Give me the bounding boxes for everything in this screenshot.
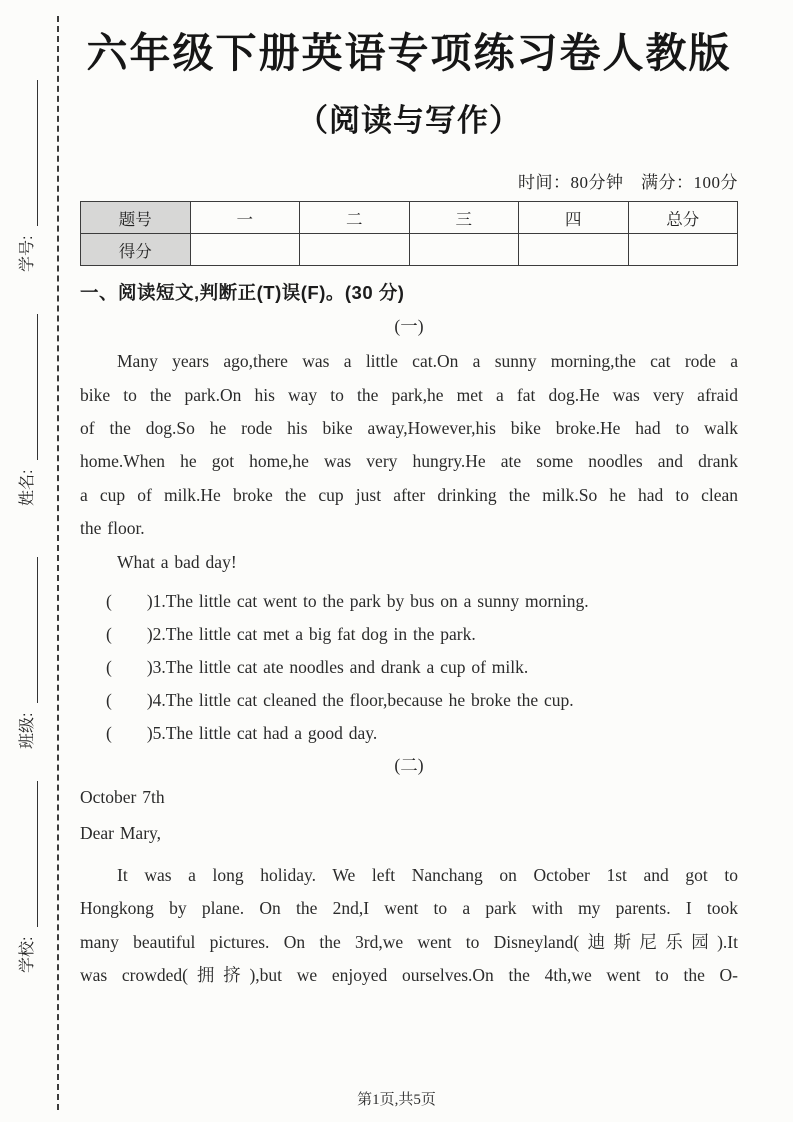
score-cell-total: [628, 234, 738, 266]
question-item-2: ( )2.The little cat met a big fat dog in the park.: [106, 623, 476, 644]
score-table-score-row: [81, 234, 738, 266]
score-cell: [409, 234, 519, 266]
letter-line: Hongkong by plane. On the 2nd,I went to a park with my parents. I took: [80, 898, 738, 919]
score-row-label-cell: 得分: [81, 234, 191, 266]
letter-line: many beautiful pictures. On the 3rd,we went to Disneyland(迪斯尼乐园).It: [80, 931, 738, 952]
passage-line: of the dog.So he rode his bike away,However,his bike broke.He had to walk: [80, 417, 738, 438]
passage-line: home.When he got home,he was very hungry.He ate some noodles and drank: [80, 451, 738, 472]
school-blank-line: [20, 781, 38, 927]
passage-two: [80, 859, 738, 993]
score-table-corner-cell: 题号: [81, 202, 191, 234]
score-cell: [300, 234, 410, 266]
letter-salutation: Dear Mary,: [80, 822, 162, 843]
seal-field-class: [16, 557, 38, 749]
score-table-col-2: 二: [300, 202, 410, 234]
seal-dashed-line: [57, 16, 59, 1110]
passage-line: the floor.: [80, 518, 145, 539]
name-blank-line: [20, 314, 38, 460]
exam-content: [80, 0, 738, 993]
letter-date: October 7th: [80, 786, 165, 807]
student-number-label: 学号:: [19, 235, 36, 272]
seal-field-school: [16, 781, 38, 973]
score-table-col-1: 一: [190, 202, 300, 234]
seal-field-student-number: [16, 80, 38, 272]
letter-line: was crowded(拥挤),but we enjoyed ourselves.On the 4th,we went to the O-: [80, 965, 738, 986]
question-item-5: ( )5.The little cat had a good day.: [106, 722, 378, 743]
score-table-header-row: [81, 202, 738, 234]
score-table-col-4: 四: [519, 202, 629, 234]
seal-field-name: [16, 314, 38, 506]
question-item-4: ( )4.The little cat cleaned the floor,because he broke the cup.: [106, 689, 574, 710]
class-blank-line: [20, 557, 38, 703]
passage-line: a cup of milk.He broke the cup just after drinking the milk.So he had to clean: [80, 484, 738, 505]
passage-exclaim-line: What a bad day!: [117, 551, 237, 572]
section-one-heading: 一、阅读短文,判断正(T)误(F)。(30 分): [80, 282, 405, 304]
passage-one: [80, 345, 738, 545]
name-label: 姓名:: [19, 469, 36, 506]
class-label: 班级:: [19, 712, 36, 749]
true-false-questions: [80, 585, 738, 750]
passage-one-title: (一): [394, 316, 424, 337]
question-item-1: ( )1.The little cat went to the park by bus on a sunny morning.: [106, 590, 589, 611]
time-score-info: 时间：80分钟 满分：100分: [518, 173, 738, 193]
student-number-blank-line: [20, 80, 38, 226]
school-label: 学校:: [19, 936, 36, 973]
score-cell: [190, 234, 300, 266]
exam-title: 六年级下册英语专项练习卷人教版: [86, 30, 732, 76]
passage-two-title: (二): [394, 754, 424, 775]
letter-line: It was a long holiday. We left Nanchang on October 1st and got to: [117, 864, 738, 885]
score-table-col-3: 三: [409, 202, 519, 234]
passage-line: Many years ago,there was a little cat.On a sunny morning,the cat rode a: [117, 351, 738, 372]
score-table-col-total: 总分: [628, 202, 738, 234]
exam-subtitle: （阅读与写作）: [297, 103, 521, 139]
page-number: 第1页,共5页: [357, 1092, 436, 1108]
question-item-3: ( )3.The little cat ate noodles and drank a cup of milk.: [106, 656, 529, 677]
passage-line: bike to the park.On his way to the park,he met a fat dog.He was very afraid: [80, 384, 738, 405]
score-table: [80, 201, 738, 266]
score-cell: [519, 234, 629, 266]
